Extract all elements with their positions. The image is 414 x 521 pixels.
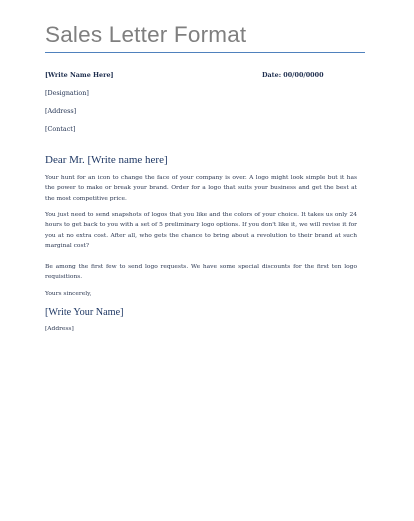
body-paragraph-1: Your hunt for an icon to change the face of your company is over. A logo might look simple but it has the power to make or break your brand. Order for a logo that suits your business and get the best at the most competitive price. xyxy=(45,175,357,202)
sender-address: [Address] xyxy=(45,107,77,115)
body-paragraph-3: Be among the first few to send logo requests. We have some special discounts for the first ten logo requisitions. xyxy=(45,264,357,281)
sender-designation: [Designation] xyxy=(45,89,89,97)
title-underline xyxy=(45,52,365,53)
signer-address: [Address] xyxy=(45,326,74,332)
signer-name: [Write Your Name] xyxy=(45,307,124,318)
closing: Yours sincerely, xyxy=(45,291,92,297)
body-paragraph-2: You just need to send snapshots of logos that you like and the colors of your choice. It takes us only 24 hours to get back to you with a set of 5 preliminary logo options. If you don't like it, we will revise it for you at no extra cost. After all, who gets the chance to bring about a revolution to their brand at such marginal cost? xyxy=(45,212,357,249)
salutation: Dear Mr. [Write name here] xyxy=(45,154,168,166)
page-title: Sales Letter Format xyxy=(45,22,247,47)
letter-date: Date: 00/00/0000 xyxy=(262,71,324,79)
sender-name: [Write Name Here] xyxy=(45,71,114,79)
sender-contact: [Contact] xyxy=(45,125,76,133)
